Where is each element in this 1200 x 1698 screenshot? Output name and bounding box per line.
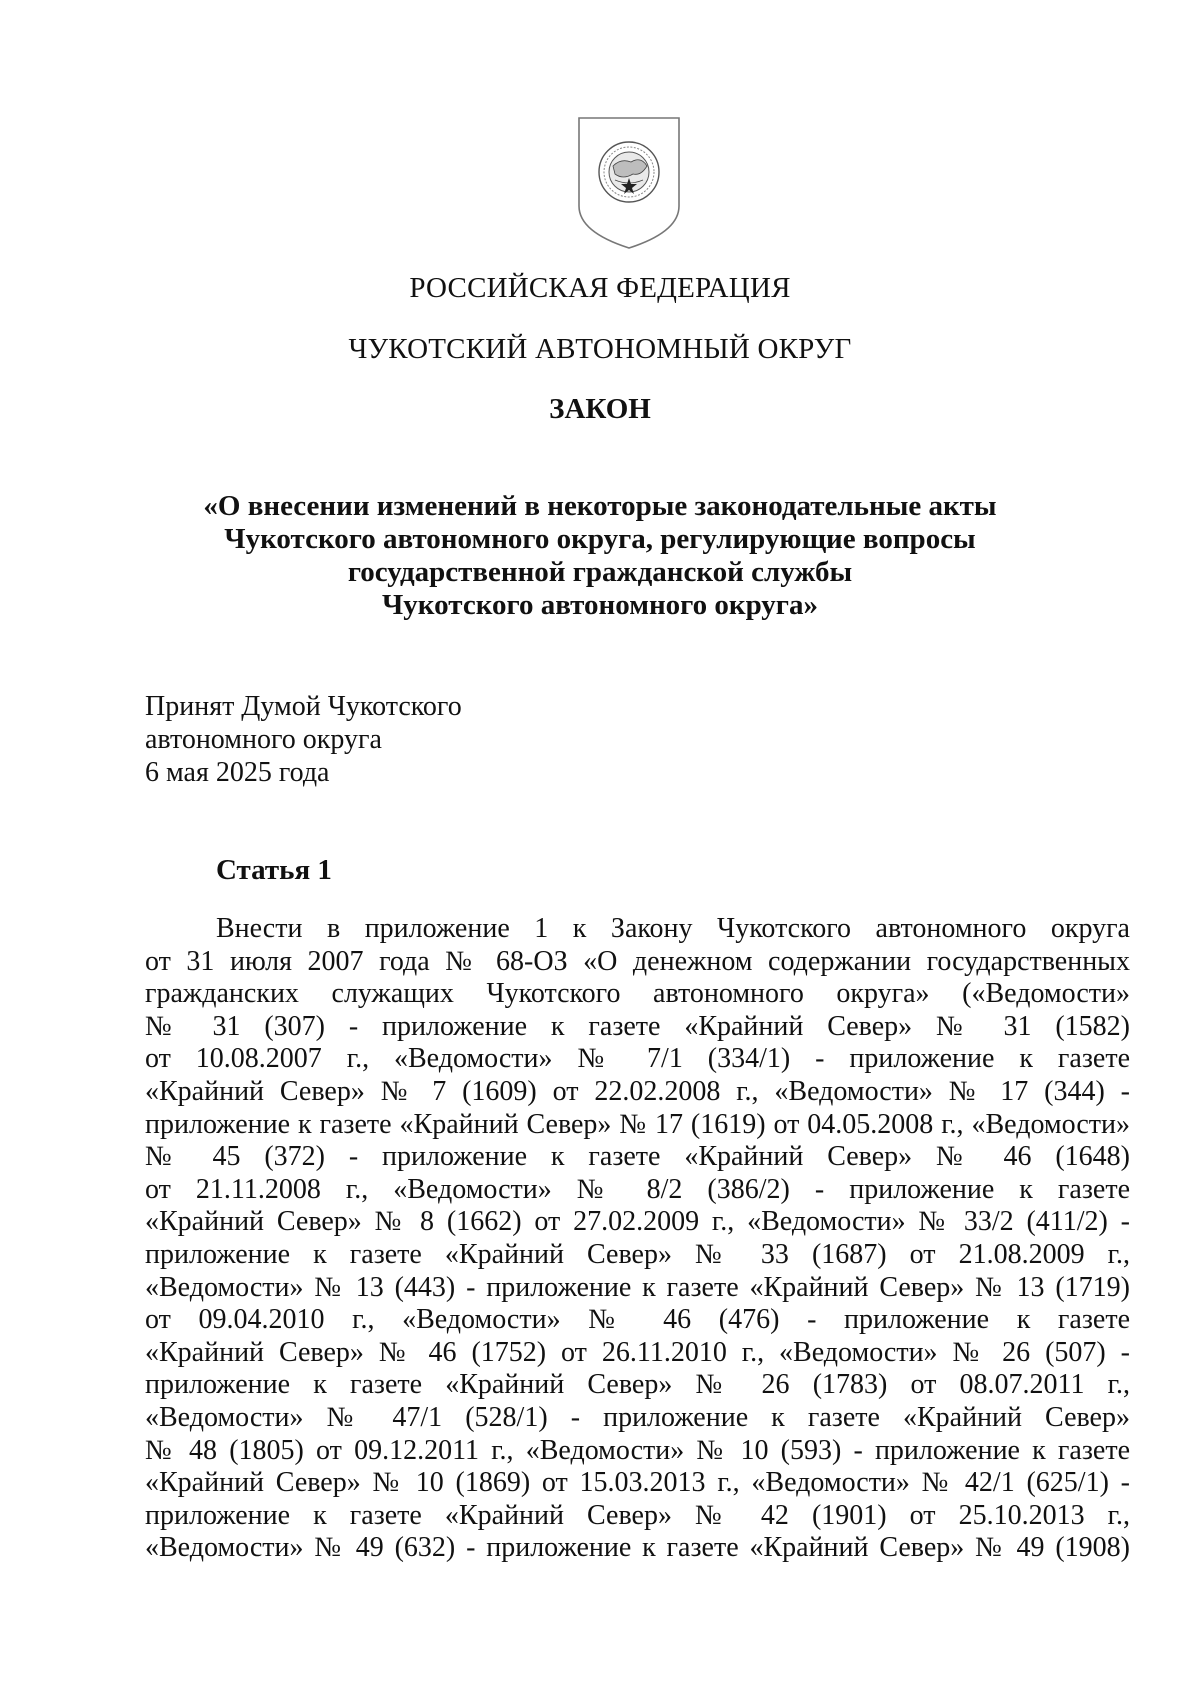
article-line: «Крайний Север» № 8 (1662) от 27.02.2009 г., «Ведомости» № 33/2 (411/2) -	[145, 1206, 1130, 1238]
article-line: «Крайний Север» № 7 (1609) от 22.02.2008 г., «Ведомости» № 17 (344) -	[145, 1075, 1130, 1107]
coat-of-arms-icon	[575, 114, 683, 252]
article-heading: Статья 1	[216, 854, 332, 886]
article-line: № 31 (307) - приложение к газете «Крайний Север» № 31 (1582)	[145, 1010, 1130, 1042]
adoption-note-line: автономного округа	[145, 724, 382, 755]
article-line: от 21.11.2008 г., «Ведомости» № 8/2 (386/2) - приложение к газете	[145, 1173, 1130, 1205]
law-title-line: «О внесении изменений в некоторые законодательные акты	[203, 490, 997, 522]
article-line: гражданских служащих Чукотского автономного округа» («Ведомости»	[145, 978, 1130, 1010]
law-title-line: государственной гражданской службы	[347, 556, 853, 588]
adoption-note-line: 6 мая 2025 года	[145, 757, 330, 788]
article-line: «Ведомости» № 47/1 (528/1) - приложение к газете «Крайний Север»	[145, 1401, 1130, 1433]
article-line: приложение к газете «Крайний Север» № 17 (1619) от 04.05.2008 г., «Ведомости»	[145, 1108, 1130, 1140]
article-line: «Ведомости» № 49 (632) - приложение к газете «Крайний Север» № 49 (1908)	[145, 1532, 1130, 1564]
region-heading: ЧУКОТСКИЙ АВТОНОМНЫЙ ОКРУГ	[348, 333, 852, 365]
country-heading: РОССИЙСКАЯ ФЕДЕРАЦИЯ	[409, 272, 791, 304]
article-line: «Ведомости» № 13 (443) - приложение к газете «Крайний Север» № 13 (1719)	[145, 1271, 1130, 1303]
article-body	[145, 913, 1130, 1565]
article-line: от 10.08.2007 г., «Ведомости» № 7/1 (334/1) - приложение к газете	[145, 1043, 1130, 1075]
article-line: от 09.04.2010 г., «Ведомости» № 46 (476) - приложение к газете	[145, 1304, 1130, 1336]
article-line: от 31 июля 2007 года № 68-ОЗ «О денежном содержании государственных	[145, 945, 1130, 977]
article-line: Внести в приложение 1 к Закону Чукотского автономного округа	[216, 913, 1130, 944]
adoption-note	[145, 690, 462, 789]
article-line: приложение к газете «Крайний Север» № 26 (1783) от 08.07.2011 г.,	[145, 1369, 1130, 1401]
article-line: «Крайний Север» № 46 (1752) от 26.11.2010 г., «Ведомости» № 26 (507) -	[145, 1336, 1130, 1368]
law-title	[180, 490, 1020, 622]
document-type-heading: ЗАКОН	[549, 393, 651, 425]
article-line: «Крайний Север» № 10 (1869) от 15.03.2013 г., «Ведомости» № 42/1 (625/1) -	[145, 1467, 1130, 1499]
law-title-line: Чукотского автономного округа»	[382, 589, 818, 621]
adoption-note-line: Принят Думой Чукотского	[145, 691, 462, 722]
article-line: приложение к газете «Крайний Север» № 42 (1901) от 25.10.2013 г.,	[145, 1499, 1130, 1531]
law-title-line: Чукотского автономного округа, регулирующие вопросы	[224, 523, 976, 555]
article-line: № 48 (1805) от 09.12.2011 г., «Ведомости» № 10 (593) - приложение к газете	[145, 1434, 1130, 1466]
article-line: приложение к газете «Крайний Север» № 33 (1687) от 21.08.2009 г.,	[145, 1238, 1130, 1270]
article-line: № 45 (372) - приложение к газете «Крайний Север» № 46 (1648)	[145, 1141, 1130, 1173]
